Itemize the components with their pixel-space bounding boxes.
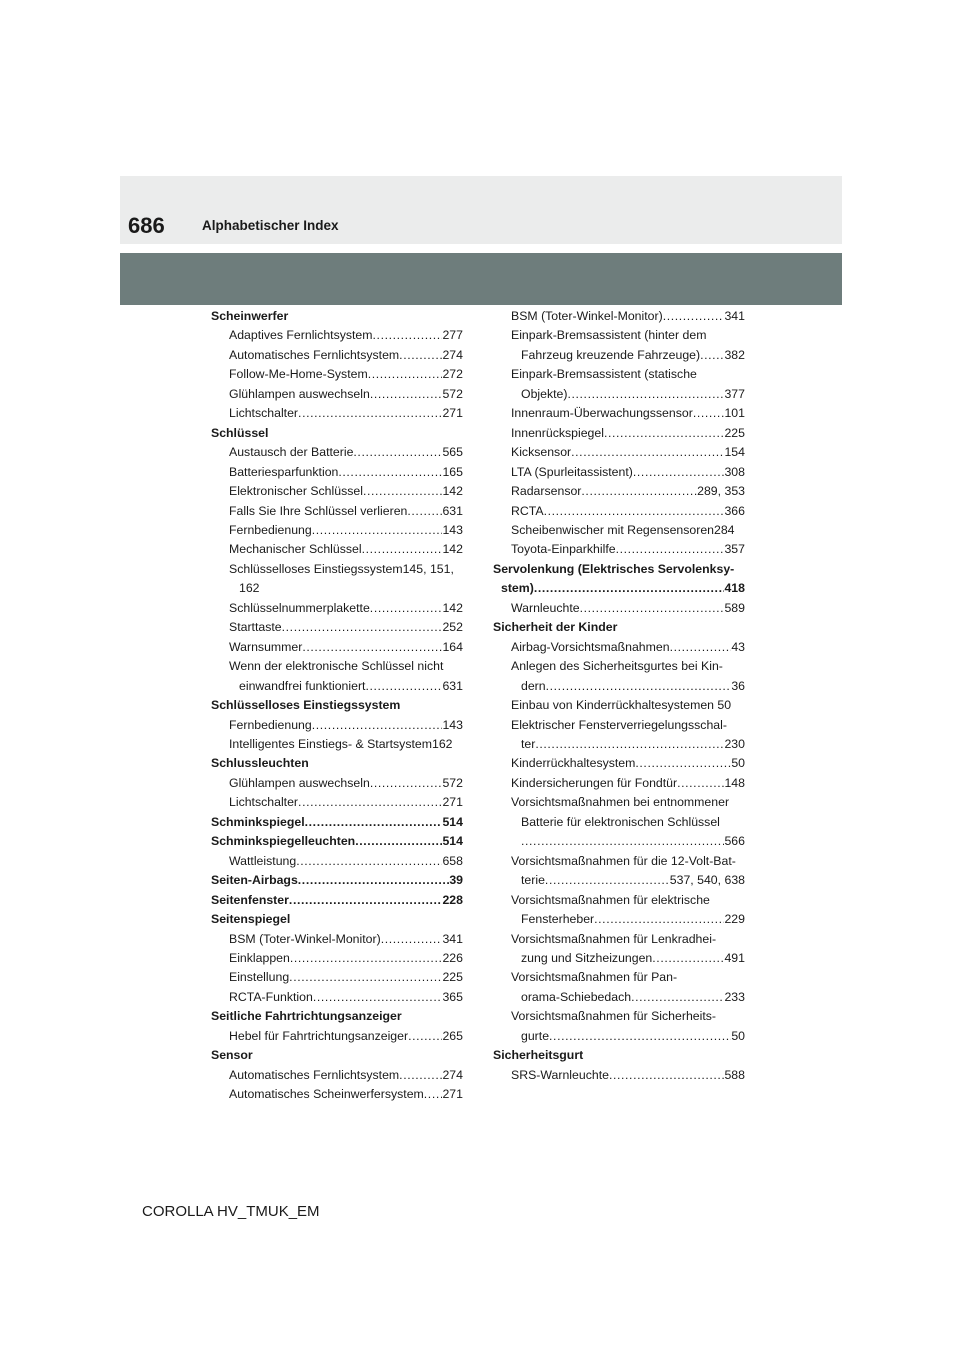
page-reference: 143 [442,717,463,732]
page-reference: 271 [442,1087,463,1102]
index-heading [209,696,463,715]
dot-leader [399,346,442,365]
page-reference: 228 [442,892,463,907]
page-reference: 39 [449,873,463,888]
page-reference: 271 [442,406,463,421]
page-reference: 154 [724,445,745,460]
page-reference: 491 [724,950,745,965]
page-reference: 164 [442,639,463,654]
entry-label: Schminkspiegelleuchten [211,834,356,849]
page-reference: 229 [724,912,745,927]
index-entry [209,502,463,521]
entry-label: Einpark-Bremsassistent (statische [511,367,697,382]
page-reference: 366 [724,503,745,518]
dot-leader [362,540,443,559]
page-reference: 230 [724,736,745,751]
entry-label: Vorsichtsmaßnahmen bei entnommener [511,795,730,810]
entry-label: Kicksensor [511,445,572,460]
dot-leader [534,579,725,598]
dot-leader [633,463,725,482]
dot-leader [312,521,443,540]
dot-leader [546,677,732,696]
index-entry [491,754,745,773]
index-entry [209,365,463,384]
entry-label: Seitenfenster [211,892,289,907]
entry-label: Vorsichtsmaßnahmen für die 12-Volt-Bat- [511,853,736,868]
index-entry [491,988,745,1007]
index-entry [209,346,463,365]
index-entry [491,832,745,851]
entry-label: BSM (Toter-Winkel-Monitor) [511,309,663,323]
entry-label: 162 [239,581,260,596]
dot-leader [355,832,442,851]
entry-label: Warnsummer [229,639,303,654]
page-reference: 588 [724,1067,745,1082]
entry-label: Sicherheit der Kinder [493,620,618,635]
index-entry [209,1027,463,1046]
entry-label: Automatisches Scheinwerfersystem [229,1087,424,1102]
page-reference: 357 [724,542,745,557]
page-reference: 418 [724,581,745,596]
entry-label: Schlüsselloses Einstiegssystem145, 151, [229,561,454,576]
index-entry [491,521,745,540]
entry-label: Innenraum-Überwachungssensor [511,406,693,421]
index-entry [491,346,745,365]
entry-label: Fensterheber [521,912,595,927]
page-number: 686 [128,213,165,238]
index-entry [209,657,463,676]
index-entry [209,521,463,540]
page-reference: 631 [442,503,463,518]
entry-label: Glühlampen auswechseln [229,775,370,790]
entry-label: Seitenspiegel [211,912,291,927]
index-entry [491,716,745,735]
dot-leader [670,638,732,657]
page-reference: 271 [442,795,463,810]
dot-leader [616,540,725,559]
dot-leader [289,891,443,910]
dot-leader [571,443,724,462]
dot-leader [365,677,442,696]
entry-label: BSM (Toter-Winkel-Monitor) [229,931,381,946]
entry-label: terie [521,873,545,888]
dot-leader [289,968,442,987]
page-reference: 43 [731,639,745,654]
entry-label: Automatisches Fernlichtsystem [229,1067,400,1082]
index-entry [491,463,745,482]
page-reference: 265 [442,1028,463,1043]
entry-label: RCTA [511,503,544,518]
entry-label: Einstellung [229,970,290,985]
dot-leader [652,949,724,968]
entry-label: Einklappen [229,950,290,965]
dot-leader [663,307,725,326]
index-entry [209,735,463,754]
index-entry [491,599,745,618]
index-heading [209,754,463,773]
entry-label: Seitliche Fahrtrichtungsanzeiger [211,1009,402,1024]
index-entry [209,930,463,949]
entry-label: Glühlampen auswechseln [229,386,370,401]
index-heading [209,1007,463,1026]
index-heading [491,579,745,598]
entry-label: Adaptives Fernlichtsystem [229,328,373,343]
index-column-left [209,307,463,1105]
entry-label: Fahrzeug kreuzende Fahrzeuge) [521,347,701,362]
entry-label: Scheinwerfer [211,309,289,323]
page-reference: 165 [442,464,463,479]
dot-leader [408,1027,442,1046]
dot-leader [399,1066,442,1085]
dot-leader [521,832,724,851]
page-reference: 631 [442,678,463,693]
page-reference: 233 [724,989,745,1004]
dot-leader [700,346,724,365]
page-reference: 382 [724,347,745,362]
dot-leader [312,716,443,735]
dot-leader [407,502,442,521]
entry-label: RCTA-Funktion [229,989,313,1004]
dot-leader [290,949,443,968]
index-entry [209,482,463,501]
entry-label: Schlussleuchten [211,756,309,771]
index-entry [209,716,463,735]
dot-leader [338,463,442,482]
page-reference: 252 [442,620,463,635]
entry-label: orama-Schiebedach [521,989,632,1004]
index-entry [209,579,463,598]
index-heading [209,832,463,851]
entry-label: Batteriesparfunktion [229,464,339,479]
page-reference: 143 [442,522,463,537]
page-reference: 566 [724,834,745,849]
dot-leader [305,813,443,832]
index-entry [209,385,463,404]
dot-leader [567,385,724,404]
index-entry [491,657,745,676]
index-entry [491,1007,745,1026]
page-reference: 341 [724,309,745,323]
entry-label: Fernbedienung [229,717,312,732]
entry-label: Follow-Me-Home-System [229,367,368,382]
page-reference: 274 [442,347,463,362]
entry-label: Anlegen des Sicherheitsgurtes bei Kin- [511,659,723,674]
entry-label: dern [521,678,546,693]
index-heading [209,307,463,326]
entry-label: Sicherheitsgurt [493,1048,584,1063]
page-reference: 272 [442,367,463,382]
dot-leader [296,852,442,871]
dot-leader [581,482,697,501]
dot-leader [370,599,443,618]
entry-label: Automatisches Fernlichtsystem [229,347,400,362]
entry-label: Austausch der Batterie [229,445,354,460]
dot-leader [631,988,724,1007]
entry-label: SRS-Warnleuchte [511,1067,609,1082]
dot-leader [604,424,724,443]
section-title: Alphabetischer Index [202,218,339,233]
index-heading [491,618,745,637]
entry-label: Vorsichtsmaßnahmen für Lenkradhei- [511,931,717,946]
index-entry [209,599,463,618]
index-entry [209,638,463,657]
index-entry [209,443,463,462]
dot-leader [302,638,442,657]
page-reference: 589 [724,600,745,615]
entry-label: Servolenkung (Elektrisches Servolenksy- [493,561,735,576]
index-entry [491,774,745,793]
entry-label: Objekte) [521,386,568,401]
index-entry [491,502,745,521]
entry-label: Elektrischer Fensterverriegelungsschal- [511,717,727,732]
index-entry [491,677,745,696]
dot-leader [535,735,724,754]
index-entry [209,968,463,987]
index-entry [491,910,745,929]
page-reference: 565 [442,445,463,460]
entry-label: Vorsichtsmaßnahmen für elektrische [511,892,710,907]
entry-label: Lichtschalter [229,795,299,810]
entry-label: LTA (Spurleitassistent) [511,464,633,479]
index-heading [209,871,463,890]
page-reference: 277 [442,328,463,343]
dot-leader [313,988,443,1007]
index-entry [209,560,463,579]
index-entry [209,793,463,812]
index-entry [491,930,745,949]
entry-label: Fernbedienung [229,522,312,537]
index-entry [491,696,745,715]
index-entry [491,891,745,910]
index-entry [491,482,745,501]
index-entry [491,852,745,871]
entry-label: Innenrückspiegel [511,425,604,440]
page-reference: 514 [442,834,463,849]
entry-label: Scheibenwischer mit Regensensoren284 [511,522,735,537]
entry-label: Mechanischer Schlüssel [229,542,362,557]
index-entry [491,540,745,559]
entry-label: Intelligentes Einstiegs- & Startsystem162 [229,736,453,751]
dot-leader [282,618,443,637]
dot-leader [368,365,443,384]
index-entry [209,404,463,423]
index-entry [491,638,745,657]
index-heading [209,891,463,910]
dot-leader [609,1066,725,1085]
index-entry [209,463,463,482]
entry-label: ter [521,736,536,751]
index-entry [209,677,463,696]
dot-leader [594,910,724,929]
dot-leader [677,774,724,793]
dot-leader [298,871,450,890]
index-heading [491,560,745,579]
entry-label: Schlüsselnummerplakette [229,600,370,615]
page-reference: 308 [724,464,745,479]
index-entry [209,326,463,345]
index-entry [209,1066,463,1085]
index-entry [209,1085,463,1104]
page-reference: 225 [442,970,463,985]
entry-label: Wenn der elektronische Schlüssel nicht [229,659,444,674]
index-entry [491,404,745,423]
entry-label: Hebel für Fahrtrichtungsanzeiger [229,1028,409,1043]
index-entry [491,793,745,812]
entry-label: Kindersicherungen für Fondtür [511,775,678,790]
index-entry [209,540,463,559]
index-entry [491,443,745,462]
entry-label: einwandfrei funktioniert [239,678,366,693]
entry-label: Vorsichtsmaßnahmen für Sicherheits- [511,1009,717,1024]
index-entry [209,774,463,793]
page-reference: 274 [442,1067,463,1082]
dot-leader [635,754,731,773]
entry-label: Batterie für elektronischen Schlüssel [521,814,720,829]
page-reference: 142 [442,600,463,615]
page-reference: 514 [442,814,463,829]
index-column-right [491,307,745,1085]
index-entry [491,326,745,345]
page-reference: 226 [442,950,463,965]
dot-leader [298,404,442,423]
index-entry [491,385,745,404]
entry-label: Falls Sie Ihre Schlüssel verlieren [229,503,408,518]
dot-leader [370,385,443,404]
page-reference: 572 [442,386,463,401]
index-entry [491,968,745,987]
dot-leader [545,871,670,890]
dot-leader [580,599,725,618]
index-entry [491,1027,745,1046]
dot-leader [544,502,725,521]
index-entry [209,618,463,637]
index-entry [491,949,745,968]
index-heading [209,910,463,929]
page-reference: 572 [442,775,463,790]
index-entry [209,949,463,968]
entry-label: Toyota-Einparkhilfe [511,542,616,557]
page-reference: 658 [442,853,463,868]
index-entry [491,307,745,326]
entry-label: Schlüssel [211,425,269,440]
page-reference: 365 [442,989,463,1004]
page-reference: 36 [731,678,745,693]
entry-label: Radarsensor [511,484,582,499]
entry-label: Einbau von Kinderrückhaltesystemen 50 [511,698,732,713]
page-reference: 101 [724,406,745,421]
index-entry [491,365,745,384]
entry-label: Seiten-Airbags [211,873,298,888]
entry-label: stem) [501,581,534,596]
entry-label: Sensor [211,1048,253,1063]
page-reference: 377 [724,386,745,401]
dot-leader [424,1085,443,1104]
entry-label: Schminkspiegel [211,814,305,829]
page-reference: 50 [731,756,745,771]
entry-label: Warnleuchte [511,600,580,615]
entry-label: Lichtschalter [229,406,299,421]
dot-leader [549,1027,731,1046]
entry-label: Kinderrückhaltesystem [511,756,636,771]
entry-label: Schlüsselloses Einstiegssystem [211,698,401,713]
entry-label: Elektronischer Schlüssel [229,484,363,499]
page-reference: 148 [724,775,745,790]
index-heading [491,1046,745,1065]
index-entry [209,852,463,871]
page-reference: 50 [731,1028,745,1043]
dot-leader [363,482,443,501]
index-heading [209,1046,463,1065]
entry-label: Einpark-Bremsassistent (hinter dem [511,328,707,343]
index-heading [209,424,463,443]
header-grey-bar [120,253,842,305]
dot-leader [693,404,725,423]
page-reference: 341 [442,931,463,946]
index-entry [491,424,745,443]
entry-label: Starttaste [229,620,282,635]
page-reference: 142 [442,542,463,557]
dot-leader [373,326,443,345]
dot-leader [370,774,443,793]
index-entry [491,813,745,832]
dot-leader [381,930,443,949]
page-reference: 142 [442,484,463,499]
index-entry [491,735,745,754]
page-reference: 289, 353 [697,484,745,499]
entry-label: Airbag-Vorsichtsmaßnahmen [511,639,670,654]
dot-leader [298,793,442,812]
entry-label: Wattleistung [229,853,297,868]
index-heading [209,813,463,832]
entry-label: zung und Sitzheizungen [521,950,653,965]
page-reference: 225 [724,425,745,440]
entry-label: gurte [521,1028,550,1043]
index-entry [491,871,745,890]
index-entry [491,1066,745,1085]
index-entry [209,988,463,1007]
entry-label: Vorsichtsmaßnahmen für Pan- [511,970,678,985]
page-reference: 537, 540, 638 [669,873,745,888]
dot-leader [353,443,442,462]
footer-model-code: COROLLA HV_TMUK_EM [142,1203,320,1220]
